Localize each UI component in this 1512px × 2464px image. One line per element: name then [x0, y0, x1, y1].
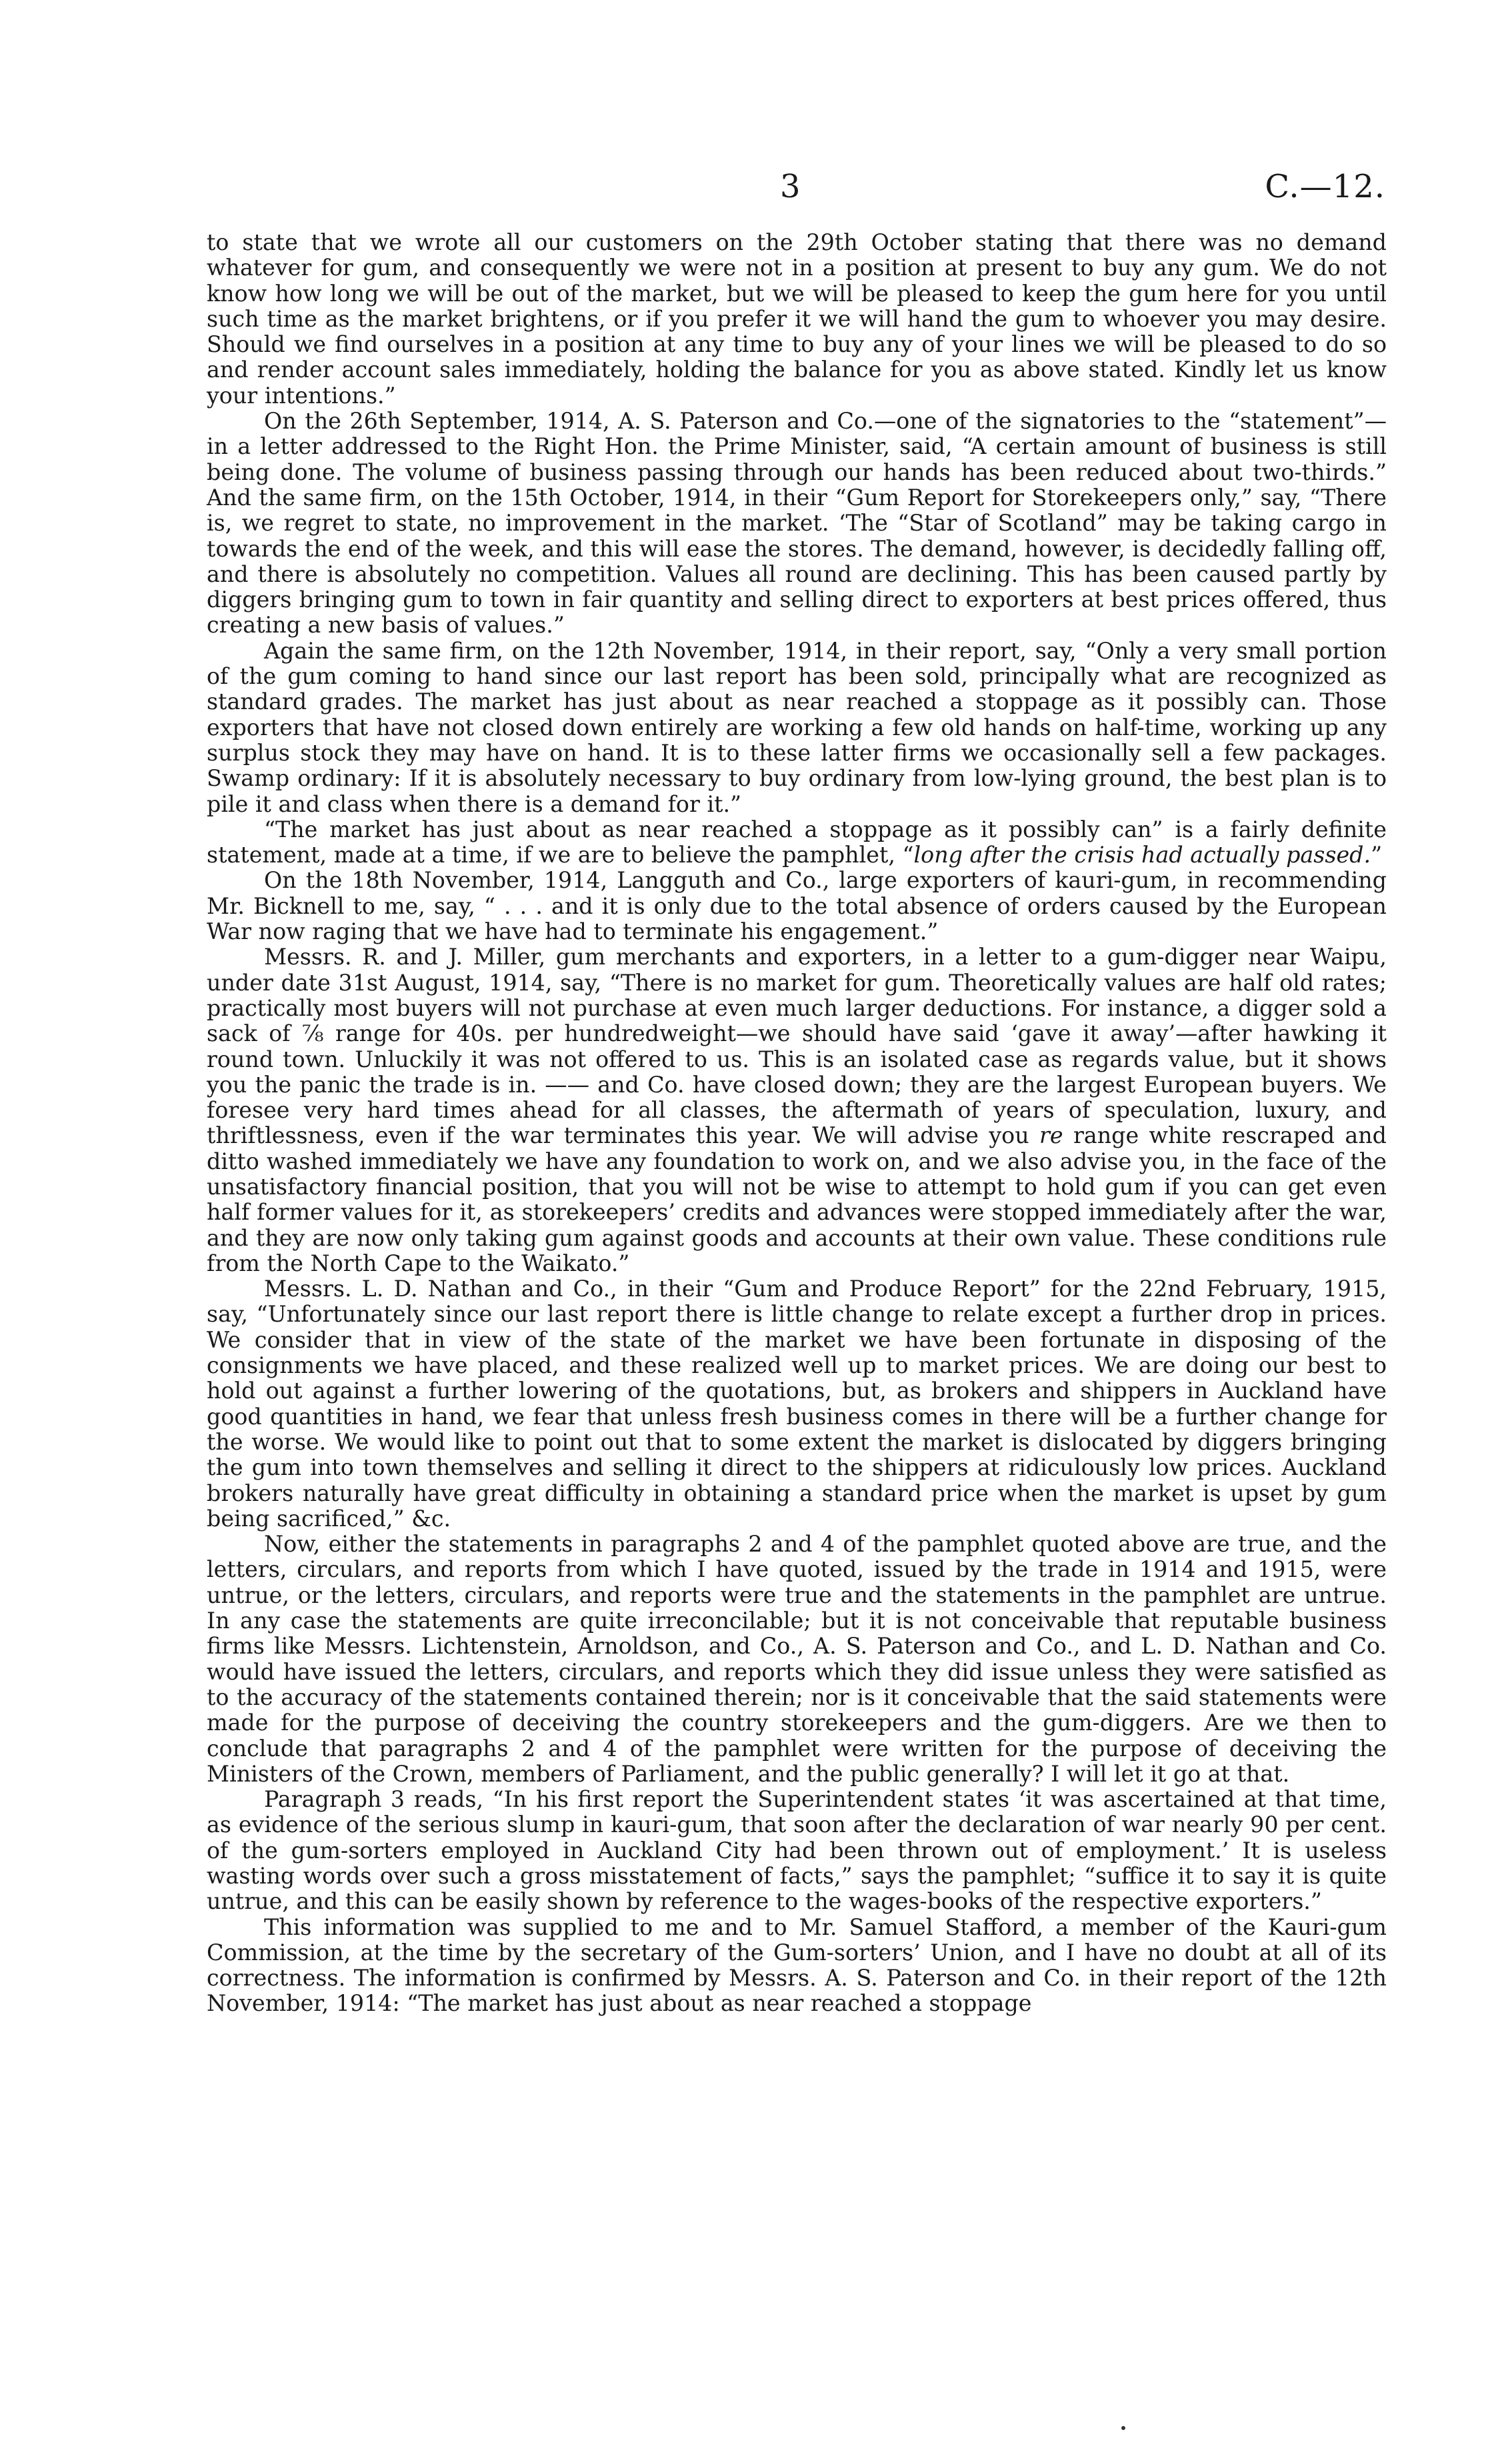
text-run: range white rescraped and ditto washed immediately we have any foundation to work on, and we also advise you, in the face of the unsatisfactory financial position, that you will not be wise to attempt to hold gum if you can get even half former values for it, as storekeepers’ credits and advances were stopped immediately after the war, and they are now only taking gum against goods and accounts at their own value. These conditions rule from the North Cape to the Waikato.”	[207, 1122, 1387, 1276]
document-code: C.—12.	[1265, 168, 1385, 205]
text-run: This information was supplied to me and to Mr. Samuel Stafford, a member of the Kauri-gum Commission, at the time by the secretary of the Gum-sorters’ Union, and I have no doubt at all of its correctness. The information is confirmed by Messrs. A. S. Paterson and Co. in their report of the 12th November, 1914: “The market has just about as near reached a stoppage	[207, 1913, 1387, 2017]
text-run: ”	[1371, 842, 1383, 868]
paragraph	[207, 817, 1387, 868]
ink-dot	[1121, 2426, 1125, 2430]
text-run: Paragraph 3 reads, “In his first report the Superintendent states ‘it was ascertained at that time, as evidence of the serious slump in kauri-gum, that soon after the declaration of war nearly 90 per cent. of the gum-sorters employed in Auckland City had been thrown out of employment.’ It is useless wasting words over such a gross misstatement of facts,” says the pamphlet; “suffice it to say it is quite untrue, and this can be easily shown by reference to the wages-books of the respective exporters.”	[207, 1786, 1387, 1915]
paragraph	[207, 868, 1387, 944]
paragraph	[207, 1532, 1387, 1787]
paragraph	[207, 638, 1387, 817]
text-run: “The market has just about as near reached a stoppage as it possibly can” is a fairly definite statement, made at a time, if we are to believe the pamphlet, “	[207, 816, 1387, 868]
text-run: Messrs. L. D. Nathan and Co., in their “Gum and Produce Report” for the 22nd February, 1915, say, “Unfortunately since our last report there is little change to relate except a further drop in prices. We consider that in view of the state of the market we have been fortunate in disposing of the consignments we have placed, and these realized well up to market prices. We are doing our best to hold out against a further lowering of the quotations, but, as brokers and shippers in Auckland have good quantities in hand, we fear that unless fresh business comes in there will be a further change for the worse. We would like to point out that to some extent the market is dislocated by diggers bringing the gum into town themselves and selling it direct to the shippers at ridiculously low prices. Auckland brokers naturally have great difficulty in obtaining a standard price when the market is upset by gum being sacrificed,” &c.	[207, 1276, 1387, 1532]
page-number: 3	[780, 168, 801, 205]
paragraph	[207, 1276, 1387, 1532]
body-text	[207, 230, 1387, 2017]
text-run: On the 26th September, 1914, A. S. Paterson and Co.—one of the signatories to the “statement”—in a letter addressed to the Right Hon. the Prime Minister, said, “A certain amount of business is still being done. The volume of business passing through our hands has been reduced about two-thirds.” And the same firm, on the 15th October, 1914, in their “Gum Report for Storekeepers only,” say, “There is, we regret to state, no improvement in the market. ‘The “Star of Scotland” may be taking cargo in towards the end of the week, and this will ease the stores. The demand, however, is decidedly falling off, and there is absolutely no competition. Values all round are declining. This has been caused partly by diggers bringing gum to town in fair quantity and selling direct to exporters at best prices offered, thus creating a new basis of values.”	[207, 408, 1387, 638]
paragraph	[207, 230, 1387, 409]
page-header	[0, 168, 1512, 211]
paragraph	[207, 409, 1387, 638]
text-run: On the 18th November, 1914, Langguth and Co., large exporters of kauri-gum, in recommending Mr. Bicknell to me, say, “ . . . and it is only due to the total absence of orders caused by the European War now raging that we have had to terminate his engagement.”	[207, 867, 1387, 945]
text-run: Now, either the statements in paragraphs 2 and 4 of the pamphlet quoted above are true, and the letters, circulars, and reports from which I have quoted, issued by the trade in 1914 and 1915, were untrue, or the letters, circulars, and reports were true and the statements in the pamphlet are untrue. In any case the statements are quite irreconcilable; but it is not conceivable that reputable business firms like Messrs. Lichtenstein, Arnoldson, and Co., A. S. Paterson and Co., and L. D. Nathan and Co. would have issued the letters, circulars, and reports which they did issue unless they were satisfied as to the accuracy of the statements contained therein; nor is it conceivable that the said statements were made for the purpose of deceiving the country storekeepers and the gum-diggers. Are we then to conclude that paragraphs 2 and 4 of the pamphlet were written for the purpose of deceiving the Ministers of the Crown, members of Parliament, and the public generally? I will let it go at that.	[207, 1531, 1387, 1787]
paragraph	[207, 944, 1387, 1276]
text-run: Messrs. R. and J. Miller, gum merchants and exporters, in a letter to a gum-digger near Waipu, under date 31st August, 1914, say, “There is no market for gum. Theoretically values are half old rates; practically most buyers will not purchase at even much larger deductions. For instance, a digger sold a sack of ⅞ range for 40s. per hundredweight—we should have said ‘gave it away’—after hawking it round town. Unluckily it was not offered to us. This is an isolated case as regards value, but it shows you the panic the trade is in. —— and Co. have closed down; they are the largest European buyers. We foresee very hard times ahead for all classes, the aftermath of years of speculation, luxury, and thriftlessness, even if the war terminates this year. We will advise you	[207, 944, 1387, 1149]
italic-text: re	[1039, 1122, 1063, 1149]
text-run: to state that we wrote all our customers on the 29th October stating that there was no demand whatever for gum, and consequently we were not in a position at present to buy any gum. We do not know how long we will be out of the market, but we will be pleased to keep the gum here for you until such time as the market brightens, or if you prefer it we will hand the gum to whoever you may desire. Should we find ourselves in a position at any time to buy any of your lines we will be pleased to do so and render account sales immediately, holding the balance for you as above stated. Kindly let us know your intentions.”	[207, 229, 1387, 409]
paragraph	[207, 1787, 1387, 1914]
text-run: Again the same firm, on the 12th November, 1914, in their report, say, “Only a very small portion of the gum coming to hand since our last report has been sold, principally what are recognized as standard grades. The market has just about as near reached a stoppage as it possibly can. Those exporters that have not closed down entirely are working a few old hands on half-time, working up any surplus stock they may have on hand. It is to these latter firms we occasionally sell a few packages. Swamp ordinary: If it is absolutely necessary to buy ordinary from low-lying ground, the best plan is to pile it and class when there is a demand for it.”	[207, 637, 1387, 817]
paragraph	[207, 1915, 1387, 2017]
italic-text: long after the crisis had actually passed.	[913, 842, 1371, 868]
